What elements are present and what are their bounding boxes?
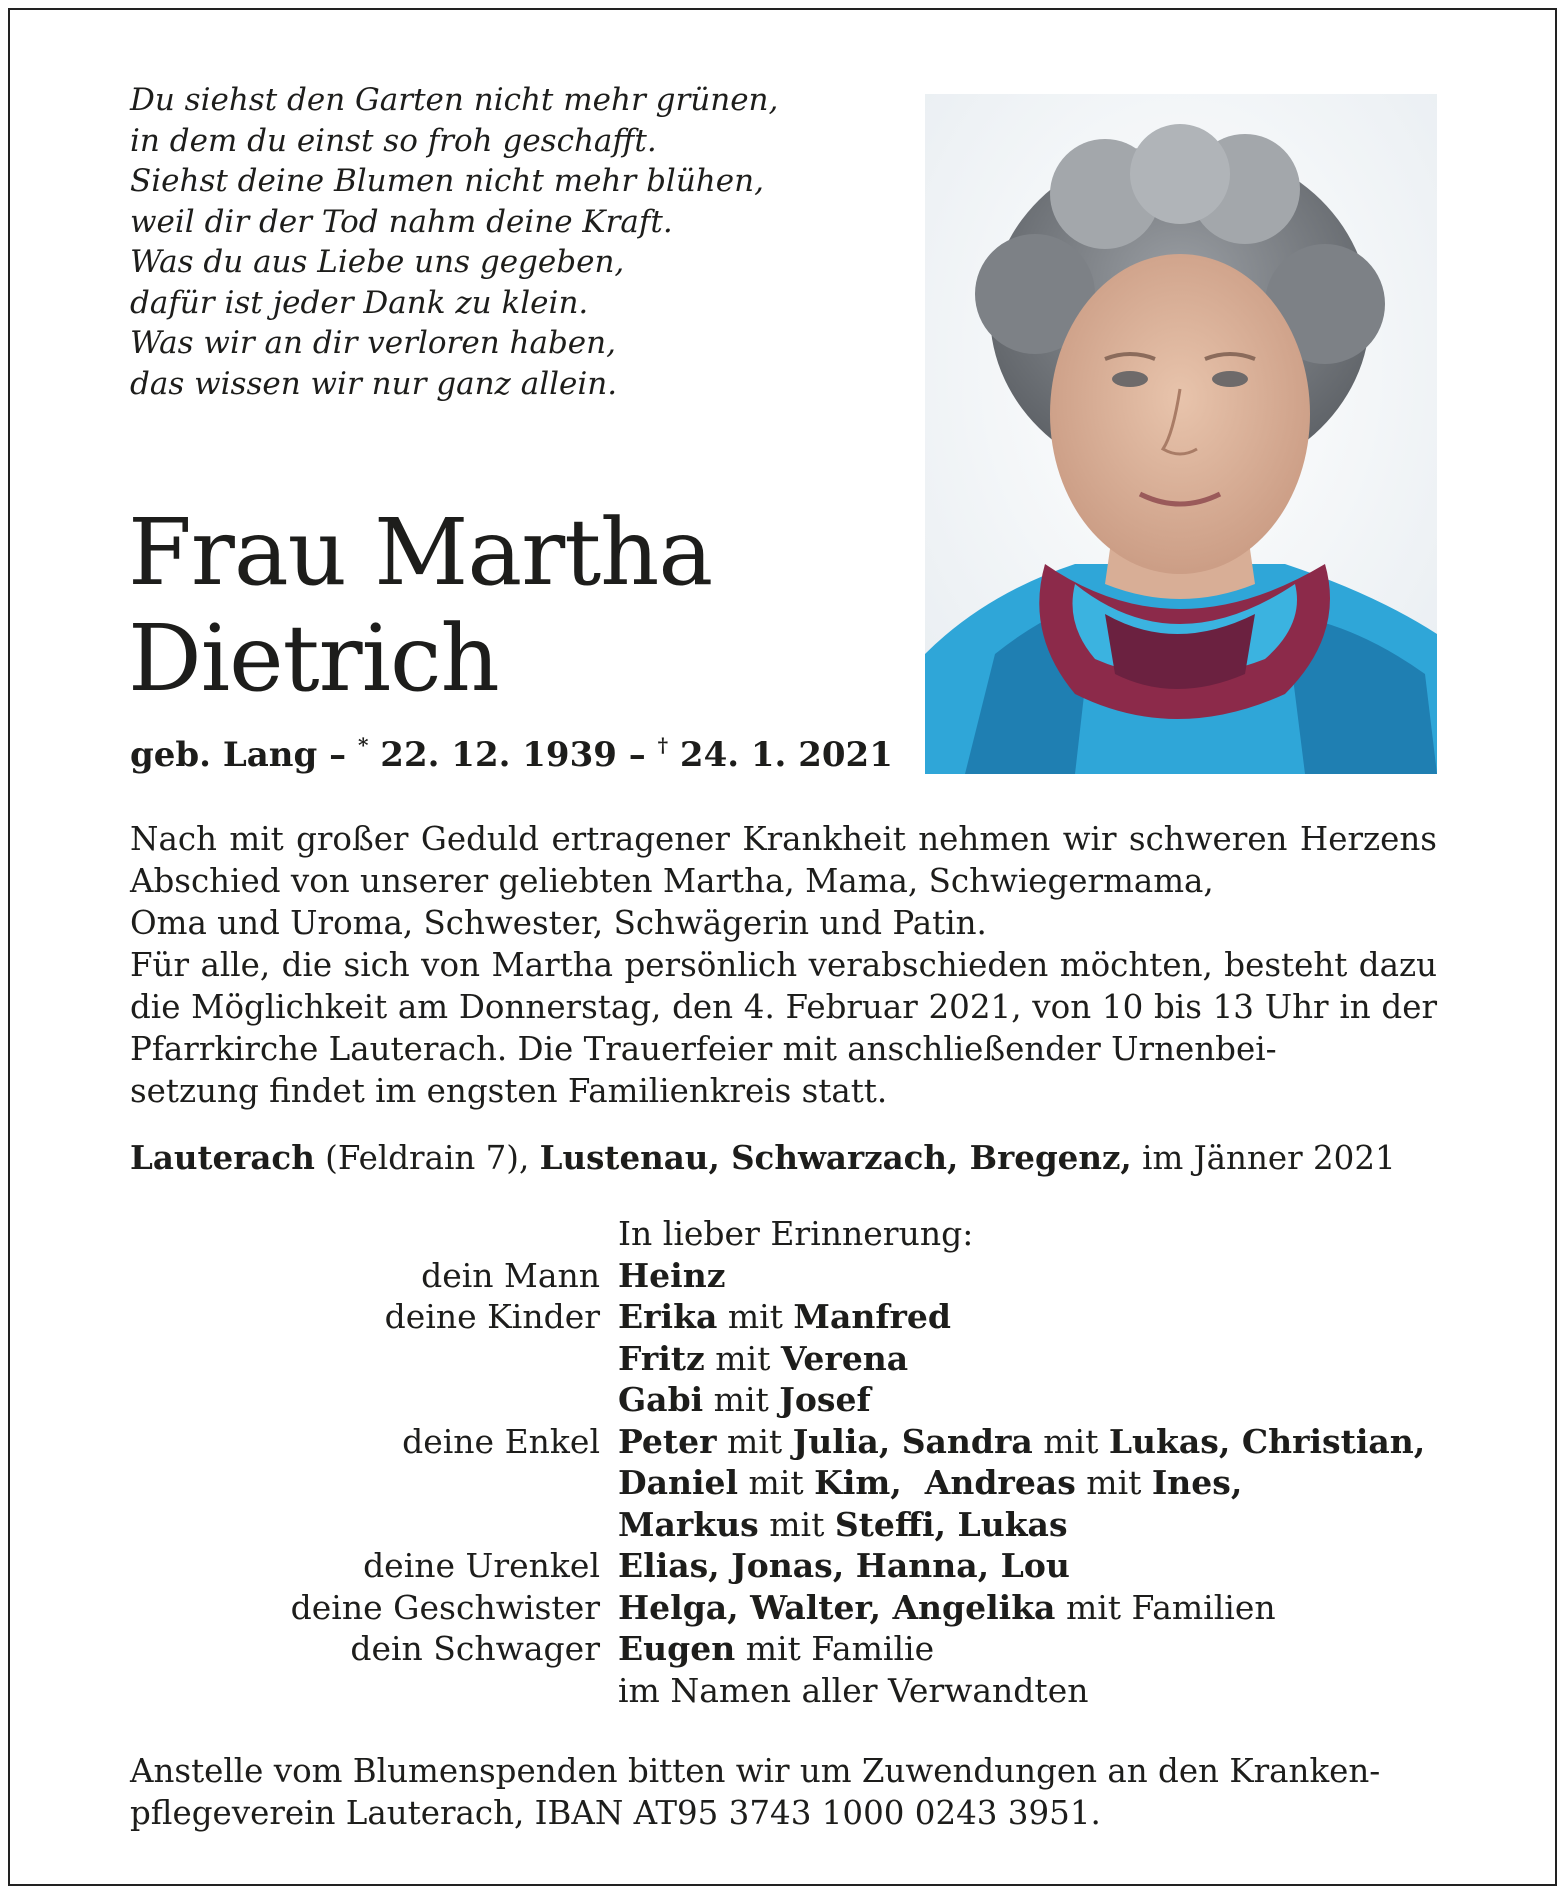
maiden-name: geb. Lang (130, 735, 318, 775)
family-member-name: Verena (780, 1338, 909, 1378)
family-names (618, 1379, 871, 1421)
poem-line: in dem du einst so froh geschafft. (130, 122, 657, 159)
family-names (618, 1462, 1242, 1504)
family-connector: mit Familie (735, 1629, 935, 1668)
deceased-name (128, 500, 712, 712)
poem-line: weil dir der Tod nahm deine Kraft. (130, 203, 673, 240)
birth-date: 22. 12. 1939 (380, 735, 617, 775)
family-names (618, 1255, 725, 1297)
family-connector: mit (758, 1504, 835, 1544)
family-member-name: Julia, Sandra (792, 1421, 1033, 1461)
family-names (618, 1628, 934, 1670)
family-relation (130, 1504, 618, 1546)
family-names (618, 1545, 1070, 1587)
family-row (130, 1545, 1450, 1587)
family-member-name: Heinz (618, 1255, 726, 1295)
paragraph-text: Für alle, die sich von Martha persönlich verabschieden möchten, besteht dazu die Möglichkeit am Donnerstag, den 4. Februar 2021, von 10 bis 13 Uhr in der Pfarrkirche Lauterach. Die Trauerfeier mit anschließender Urnenbei- (130, 946, 1437, 1068)
portrait-illustration (925, 94, 1437, 774)
family-relation: deine Geschwister (290, 1587, 600, 1627)
family-connector: mit (703, 1380, 780, 1419)
family-row (130, 1338, 1450, 1380)
place-town: Lauterach (130, 1138, 315, 1177)
family-relation: deine Enkel (402, 1421, 600, 1461)
family-names (618, 1587, 1276, 1629)
family-member-name: Eugen (618, 1629, 736, 1668)
paragraph-last-line: setzung findet im engsten Familienkreis statt. (130, 1072, 888, 1110)
dash: – (628, 735, 646, 775)
birth-symbol: * (357, 733, 369, 757)
family-member-name: Josef (779, 1380, 871, 1419)
viewing-paragraph (130, 944, 1437, 1112)
place-and-date (130, 1138, 1396, 1177)
donation-text: Anstelle vom Blumenspenden bitten wir um Zuwendungen an den Kranken- (130, 1752, 1381, 1790)
family-member-name: Peter (618, 1421, 717, 1461)
family-row (130, 1421, 1450, 1463)
family-relation (130, 1338, 618, 1380)
place-towns: Lustenau, Schwarzach, Bregenz, (539, 1138, 1132, 1177)
family-member-name: Steffi, Lukas (834, 1504, 1068, 1544)
paragraph-text: Nach mit großer Geduld ertragener Krankheit nehmen wir schweren Herzens Abschied von unserer geliebten Martha, Mama, Schwiegermama, (130, 820, 1437, 900)
family-names (618, 1504, 1068, 1546)
poem-line: Was du aus Liebe uns gegeben, (130, 244, 625, 280)
family-row (130, 1628, 1450, 1670)
family-member-name: Daniel (618, 1463, 739, 1502)
family-row (130, 1296, 1450, 1338)
family-list (130, 1213, 1450, 1711)
family-row (130, 1587, 1450, 1629)
family-member-name: Elias, Jonas, Hanna, Lou (618, 1546, 1070, 1585)
farewell-paragraph (130, 818, 1437, 944)
family-member-name: Helga, Walter, Angelika (618, 1587, 1056, 1627)
family-intro-row (130, 1213, 1450, 1255)
family-relation: deine Urenkel (363, 1546, 600, 1585)
poem-line: dafür ist jeder Dank zu klein. (130, 284, 589, 321)
family-relation: dein Schwager (350, 1629, 600, 1668)
family-connector: mit (716, 1421, 793, 1461)
family-connector: mit Familien (1055, 1587, 1276, 1627)
family-closing: im Namen aller Verwandten (618, 1670, 1089, 1710)
family-names (618, 1338, 908, 1380)
name-line-1: Frau Martha (128, 499, 713, 606)
portrait-photo (925, 94, 1437, 774)
place-date: im Jänner 2021 (1142, 1139, 1396, 1177)
family-member-name: Lukas, Christian, (1108, 1421, 1426, 1461)
poem-line: Was wir an dir verloren haben, (130, 325, 616, 361)
family-member-name: Kim, Andreas (814, 1463, 1076, 1502)
death-symbol: † (657, 733, 669, 757)
family-row (130, 1379, 1450, 1421)
donation-last-line: pflegeverein Lauterach, IBAN AT95 3743 1000 0243 3951. (130, 1794, 1101, 1832)
family-member-name: Gabi (618, 1380, 704, 1419)
family-member-name: Fritz (618, 1338, 705, 1378)
family-connector: mit (1032, 1421, 1109, 1461)
family-relation (130, 1379, 618, 1421)
family-connector: mit (704, 1338, 781, 1378)
poem-line: das wissen wir nur ganz allein. (130, 365, 618, 402)
paragraph-last-line: Oma und Uroma, Schwester, Schwägerin und Patin. (130, 904, 987, 942)
name-line-2: Dietrich (128, 605, 499, 712)
family-connector: mit (738, 1463, 815, 1502)
family-intro: In lieber Erinnerung: (618, 1214, 974, 1253)
donation-note (130, 1750, 1437, 1834)
family-row (130, 1504, 1450, 1546)
family-row (130, 1255, 1450, 1297)
family-connector: mit (1075, 1463, 1152, 1502)
family-rows (130, 1255, 1450, 1670)
family-member-name: Manfred (793, 1297, 951, 1336)
poem (130, 80, 890, 404)
family-member-name: Ines, (1151, 1463, 1243, 1502)
family-relation (130, 1462, 618, 1504)
family-connector: mit (717, 1297, 794, 1336)
family-relation: deine Kinder (384, 1297, 600, 1336)
place-address: (Feldrain 7), (325, 1139, 530, 1177)
poem-line: Siehst deine Blumen nicht mehr blühen, (130, 163, 764, 199)
family-row (130, 1462, 1450, 1504)
family-closing-row (130, 1670, 1450, 1712)
death-date: 24. 1. 2021 (679, 735, 893, 775)
family-member-name: Erika (618, 1297, 718, 1336)
family-names (618, 1421, 1425, 1463)
family-relation: dein Mann (421, 1255, 600, 1295)
family-member-name: Markus (618, 1504, 759, 1544)
life-dates (130, 733, 893, 775)
dash: – (329, 735, 347, 775)
poem-line: Du siehst den Garten nicht mehr grünen, (130, 82, 779, 118)
family-names (618, 1296, 951, 1338)
